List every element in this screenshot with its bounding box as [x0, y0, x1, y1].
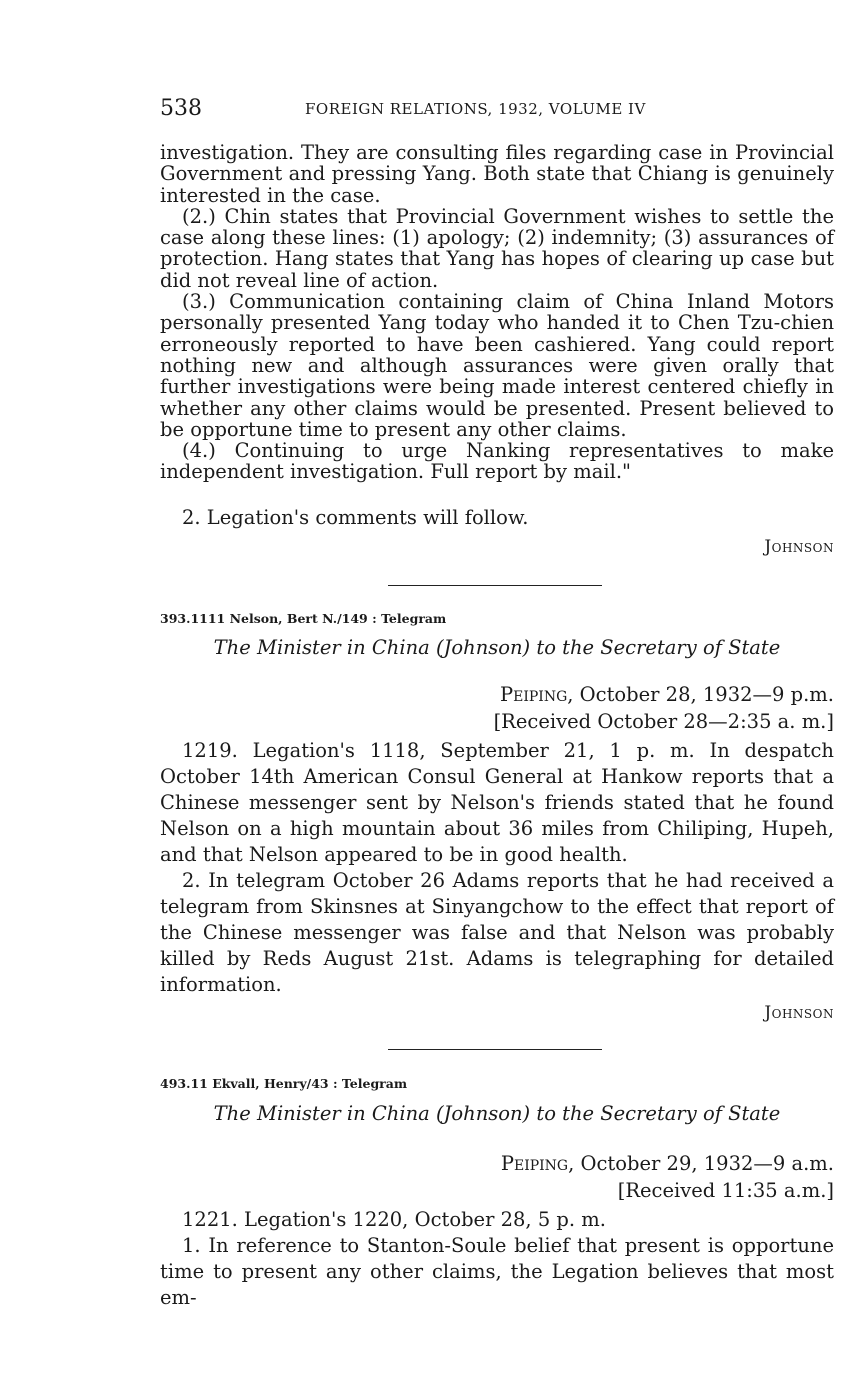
paragraph: (3.) Communication containing claim of China Inland Motors personally presented Yang today who handed it to Chen Tzu-chien erroneously reported to have been cashiered. Yang could report nothing new and although assurances were given orally that further investigations were being made interest centered chiefly in whether any other claims would be presented. Present believed to be opportune time to present any other claims. [160, 290, 834, 441]
received-line: [Received 11:35 a.m.] [617, 1179, 834, 1202]
telegram-body [160, 738, 834, 998]
page-header [160, 96, 834, 124]
received-line: [Received October 28—2:35 a. m.] [493, 710, 834, 733]
doc-title: The Minister in China (Johnson) to the Secretary of State [213, 1102, 781, 1125]
paragraph: 1219. Legation's 1118, September 21, 1 p. m. In despatch October 14th American Consul General at Hankow reports that a Chinese messenger sent by Nelson's friends stated that he found Nelson on a high mountain about 36 miles from Chiliping, Hupeh, and that Nelson appeared to be in good health. [160, 739, 834, 866]
file-ref: 493.11 Ekvall, Henry/43 : Telegram [160, 1076, 408, 1091]
paragraph: 2. In telegram October 26 Adams reports that he had received a telegram from Skinsnes at Sinyangchow to the effect that report of the Chinese messenger was false and that Nelson was probably killed by Reds August 21st. Adams is telegraphing for detailed information. [160, 869, 834, 996]
running-title: FOREIGN RELATIONS, 1932, VOLUME IV [305, 100, 646, 118]
place-name: Peiping, [500, 683, 574, 706]
place-name: Peiping, [500, 1152, 575, 1175]
paragraph: 1221. Legation's 1220, October 28, 5 p. m. [182, 1208, 606, 1231]
legation-comment [160, 507, 834, 528]
signature-block [160, 1003, 834, 1023]
signature-block [160, 537, 834, 557]
paragraph: 1. In reference to Stanton-Soule belief that present is opportune time to present any other claims, the Legation believes that most em- [160, 1234, 834, 1309]
signature: Johnson [764, 537, 834, 557]
dateline-block [160, 681, 834, 735]
file-ref: 393.1111 Nelson, Bert N./149 : Telegram [160, 611, 447, 626]
section-divider [388, 585, 602, 586]
doc-title: The Minister in China (Johnson) to the Secretary of State [213, 636, 781, 659]
section-continued-telegram [160, 142, 834, 483]
document-title [160, 1102, 834, 1125]
signature: Johnson [764, 1003, 834, 1023]
date: October 28, 1932—9 p.m. [579, 683, 834, 706]
paragraph: (2.) Chin states that Provincial Government wishes to settle the case along these lines: (1) apology; (2) indemnity; (3) assurances of protection. Hang states that Yang has hopes of clearing up case but did not reveal line of action. [160, 204, 834, 292]
comment-line: 2. Legation's comments will follow. [182, 506, 529, 529]
file-reference [160, 1076, 834, 1091]
dateline-block [160, 1150, 834, 1204]
file-reference [160, 611, 834, 626]
dateline [160, 1150, 834, 1177]
telegram-body [160, 1207, 834, 1311]
paragraph: investigation. They are consulting files regarding case in Provincial Government and pressing Yang. Both state that Chiang is genuinely interested in the case. [160, 141, 834, 207]
section-divider [388, 1049, 602, 1050]
dateline [160, 681, 834, 708]
document-title [160, 636, 834, 659]
paragraph: (4.) Continuing to urge Nanking representatives to make independent investigation. Full report by mail." [160, 439, 834, 484]
page-number: 538 [160, 96, 202, 121]
date: October 29, 1932—9 a.m. [580, 1152, 834, 1175]
